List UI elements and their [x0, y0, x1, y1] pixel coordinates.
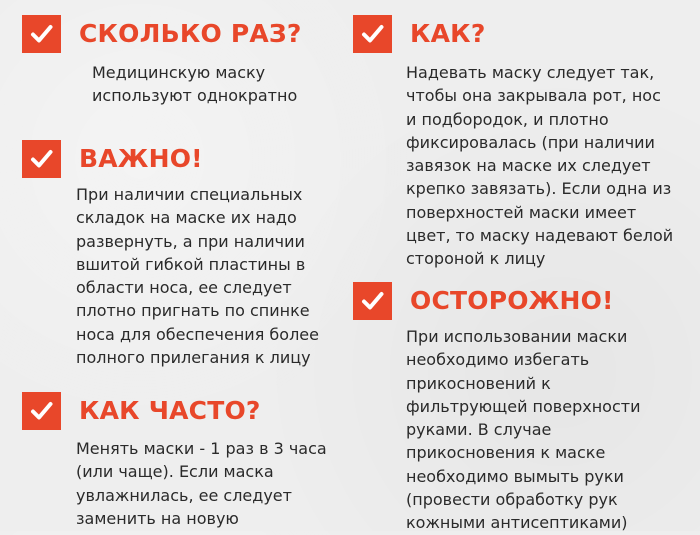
text-line: развернуть, а при наличии — [76, 231, 305, 251]
text-line: используют однократно — [92, 86, 298, 106]
text-line: руками. В случае — [406, 420, 552, 440]
text-line: фильтрующей поверхности — [406, 396, 641, 416]
text-line: При использовании маски — [406, 327, 628, 346]
check-mark-icon — [22, 140, 61, 178]
check-mark-icon — [22, 15, 61, 53]
section-header — [22, 392, 327, 430]
section-header — [22, 15, 302, 53]
check-mark-icon — [353, 15, 392, 53]
section-text — [76, 183, 319, 369]
text-line: (или чаще). Если маска — [76, 462, 274, 482]
section-how-many-times — [22, 15, 302, 108]
text-line: Медицинскую маску — [92, 63, 266, 82]
section-title: КАК? — [410, 19, 486, 48]
text-line: плотно пригнать по спинке — [76, 301, 310, 321]
text-line: (провести обработку рук — [406, 490, 618, 510]
text-line: необходимо избегать — [406, 350, 590, 370]
text-line: стороной к лицу — [406, 249, 546, 269]
text-line: фиксировалась (при наличии — [406, 132, 655, 152]
section-text — [406, 325, 640, 535]
section-title: ОСТОРОЖНО! — [410, 286, 614, 315]
text-line: складок на маске их надо — [76, 208, 297, 228]
section-title: КАК ЧАСТО? — [79, 396, 261, 425]
text-line: цвет, то маску надевают белой — [406, 226, 674, 246]
check-mark-icon — [22, 392, 61, 430]
text-line: кожными антисептиками) — [406, 513, 628, 533]
section-header — [353, 15, 673, 53]
text-line: завязок на маске их следует — [406, 156, 651, 176]
section-text — [92, 61, 297, 108]
text-line: поверхностей маски имеет — [406, 202, 637, 222]
text-line: носа для обеспечения более — [76, 324, 319, 344]
text-line: Надевать маску следует так, — [406, 63, 655, 82]
section-text — [406, 61, 673, 271]
text-line: При наличии специальных — [76, 185, 303, 204]
text-line: прикосновения к маске — [406, 443, 606, 463]
text-line: полного прилегания к лицу — [76, 348, 311, 368]
text-line: области носа, ее следует — [76, 278, 292, 298]
text-line: прикосновений к — [406, 373, 551, 393]
text-line: крепко завязать). Если одна из — [406, 179, 672, 199]
section-title: СКОЛЬКО РАЗ? — [79, 19, 302, 48]
text-line: Менять маски - 1 раз в 3 часа — [76, 439, 327, 458]
text-line: и подбородок, и плотно — [406, 109, 609, 129]
section-text — [76, 437, 327, 530]
text-line: необходимо вымыть руки — [406, 466, 624, 486]
text-line: увлажнилась, ее следует — [76, 485, 292, 505]
section-important — [22, 140, 319, 369]
section-caution — [353, 282, 640, 535]
section-header — [353, 282, 640, 320]
section-how — [353, 15, 673, 271]
text-line: заменить на новую — [76, 508, 239, 528]
section-header — [22, 140, 319, 178]
text-line: вшитой гибкой пластины в — [76, 254, 306, 274]
text-line: чтобы она закрывала рот, нос — [406, 86, 661, 106]
section-how-often — [22, 392, 327, 530]
check-mark-icon — [353, 282, 392, 320]
section-title: ВАЖНО! — [79, 144, 203, 173]
